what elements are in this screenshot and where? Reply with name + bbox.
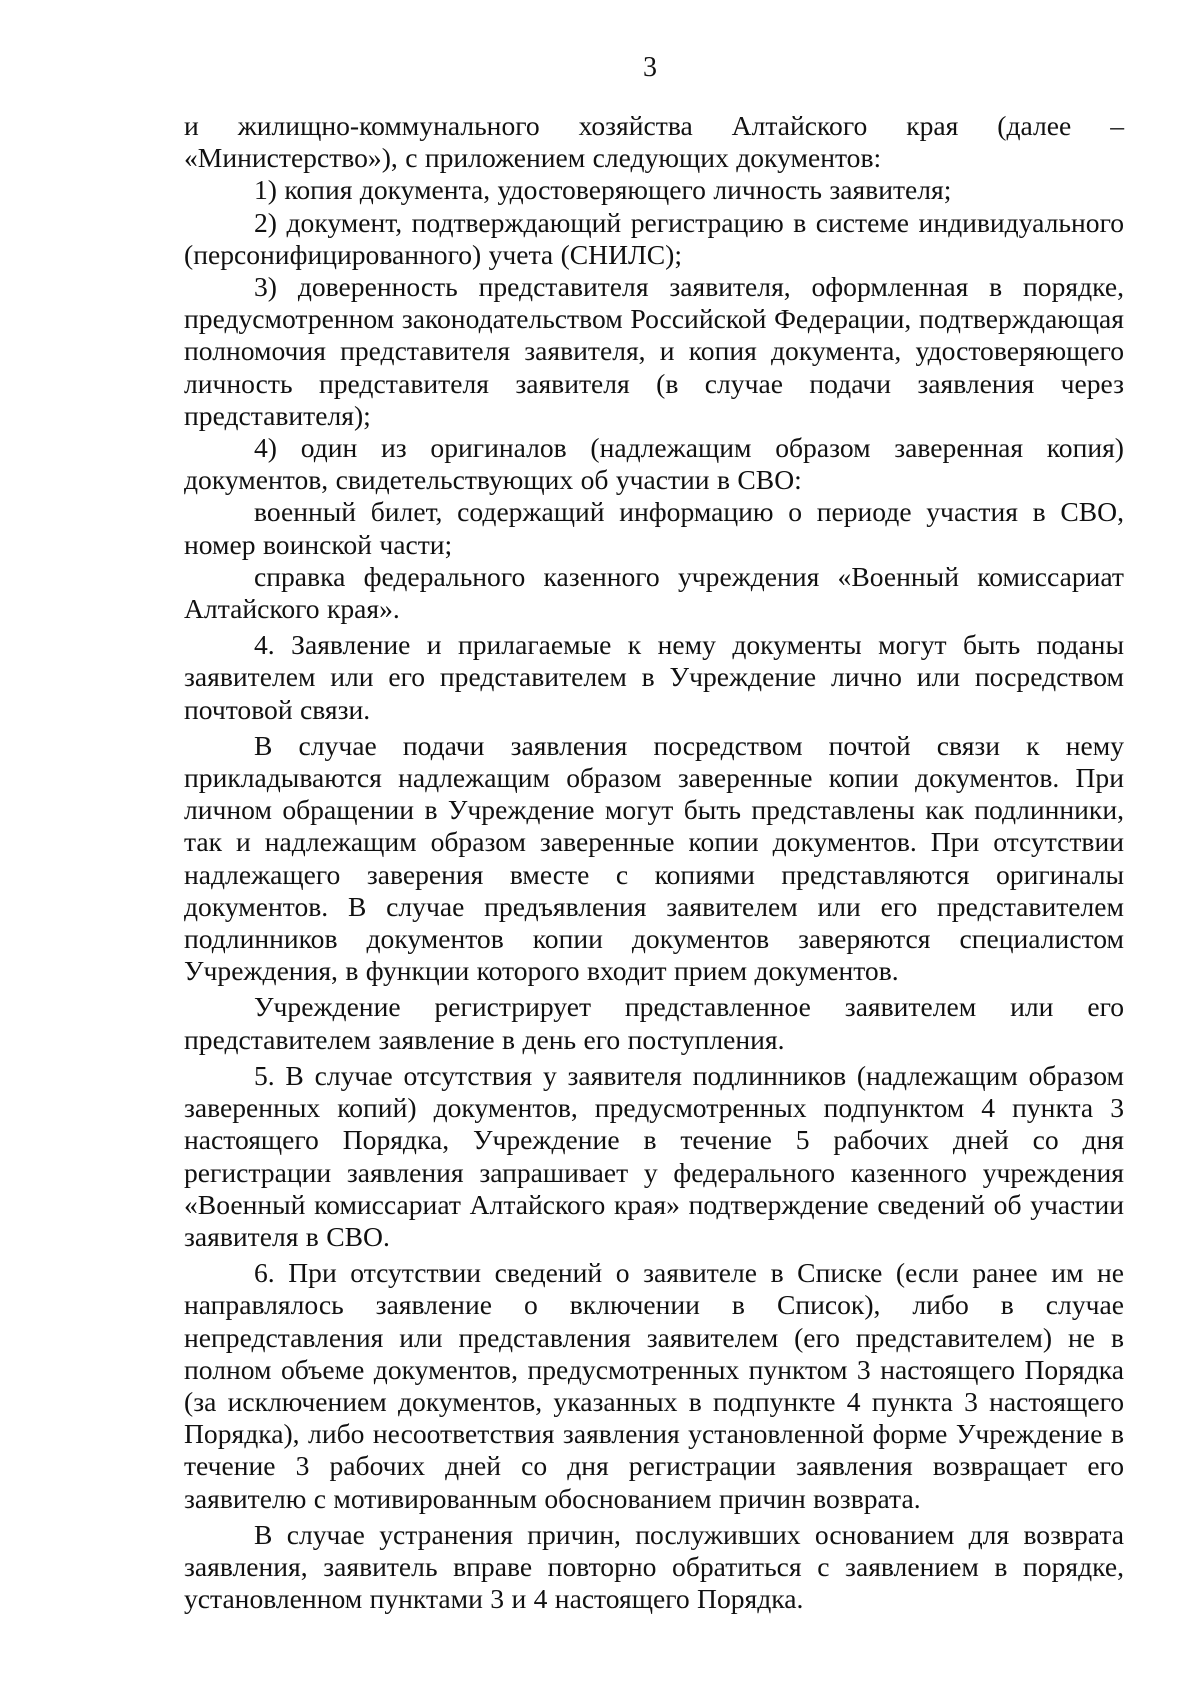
paragraph-clause-6: 6. При отсутствии сведений о заявителе в Списке (если ранее им не направлялось заявление о включении в Список), либо в случае непредставления или представления заявителем (его представителем) не в полном объеме документов, предусмотренных пунктом 3 настоящего Порядка (за исключением документов, указанных в подпункте 4 пункта 3 настоящего Порядка), либо несоответствия заявления установленной форме Учреждение в течение 3 рабочих дней со дня регистрации заявления возвращает его заявителю с мотивированным обоснованием причин возврата. (184, 1257, 1124, 1514)
list-item-4: 4) один из оригиналов (надлежащим образом заверенная копия) документов, свидетельствующих об участии в СВО: (184, 432, 1124, 496)
list-item-1: 1) копия документа, удостоверяющего личность заявителя; (254, 174, 952, 206)
list-subitem-certificate: справка федерального казенного учреждения «Военный комиссариат Алтайского края». (184, 560, 1124, 625)
paragraph-registration: Учреждение регистрирует представленное заявителем или его представителем заявление в день его поступления. (184, 991, 1124, 1055)
paragraph-continuation: и жилищно-коммунального хозяйства Алтайского края (далее – «Министерство»), с приложением следующих документов: (184, 110, 1124, 174)
paragraph-postal-submission: В случае подачи заявления посредством почтой связи к нему прикладываются надлежащим образом заверенные копии документов. При личном обращении в Учреждение могут быть представлены как подлинники, так и надлежащим образом заверенные копии документов. При отсутствии надлежащего заверения вместе с копиями представляются оригиналы документов. В случае предъявления заявителем или его представителем подлинников документов копии документов заверяются специалистом Учреждения, в функции которого входит прием документов. (184, 729, 1124, 987)
list-subitem-military-id: военный билет, содержащий информацию о периоде участия в СВО, номер воинской части; (184, 496, 1124, 560)
page-number: 3 (643, 52, 657, 83)
paragraph-clause-4: 4. Заявление и прилагаемые к нему документы могут быть поданы заявителем или его представителем в Учреждение лично или посредством почтовой связи. (184, 629, 1124, 725)
list-item-3: 3) доверенность представителя заявителя, оформленная в порядке, предусмотренном законодательством Российской Федерации, подтверждающая полномочия представителя заявителя, и копия документа, удостоверяющего личность представителя заявителя (в случае подачи заявления через представителя); (184, 271, 1124, 431)
paragraph-clause-5: 5. В случае отсутствия у заявителя подлинников (надлежащим образом заверенных копий) документов, предусмотренных подпунктом 4 пункта 3 настоящего Порядка, Учреждение в течение 5 рабочих дней со дня регистрации заявления запрашивает у федерального казенного учреждения «Военный комиссариат Алтайского края» подтверждение сведений об участии заявителя в СВО. (184, 1059, 1124, 1252)
list-item-2: 2) документ, подтверждающий регистрацию в системе индивидуального (персонифицированного) учета (СНИЛС); (184, 206, 1124, 270)
paragraph-resubmission: В случае устранения причин, послуживших основанием для возврата заявления, заявитель вправе повторно обратиться с заявлением в порядке, установленном пунктами 3 и 4 настоящего Порядка. (184, 1518, 1124, 1615)
document-body (184, 110, 1124, 1615)
